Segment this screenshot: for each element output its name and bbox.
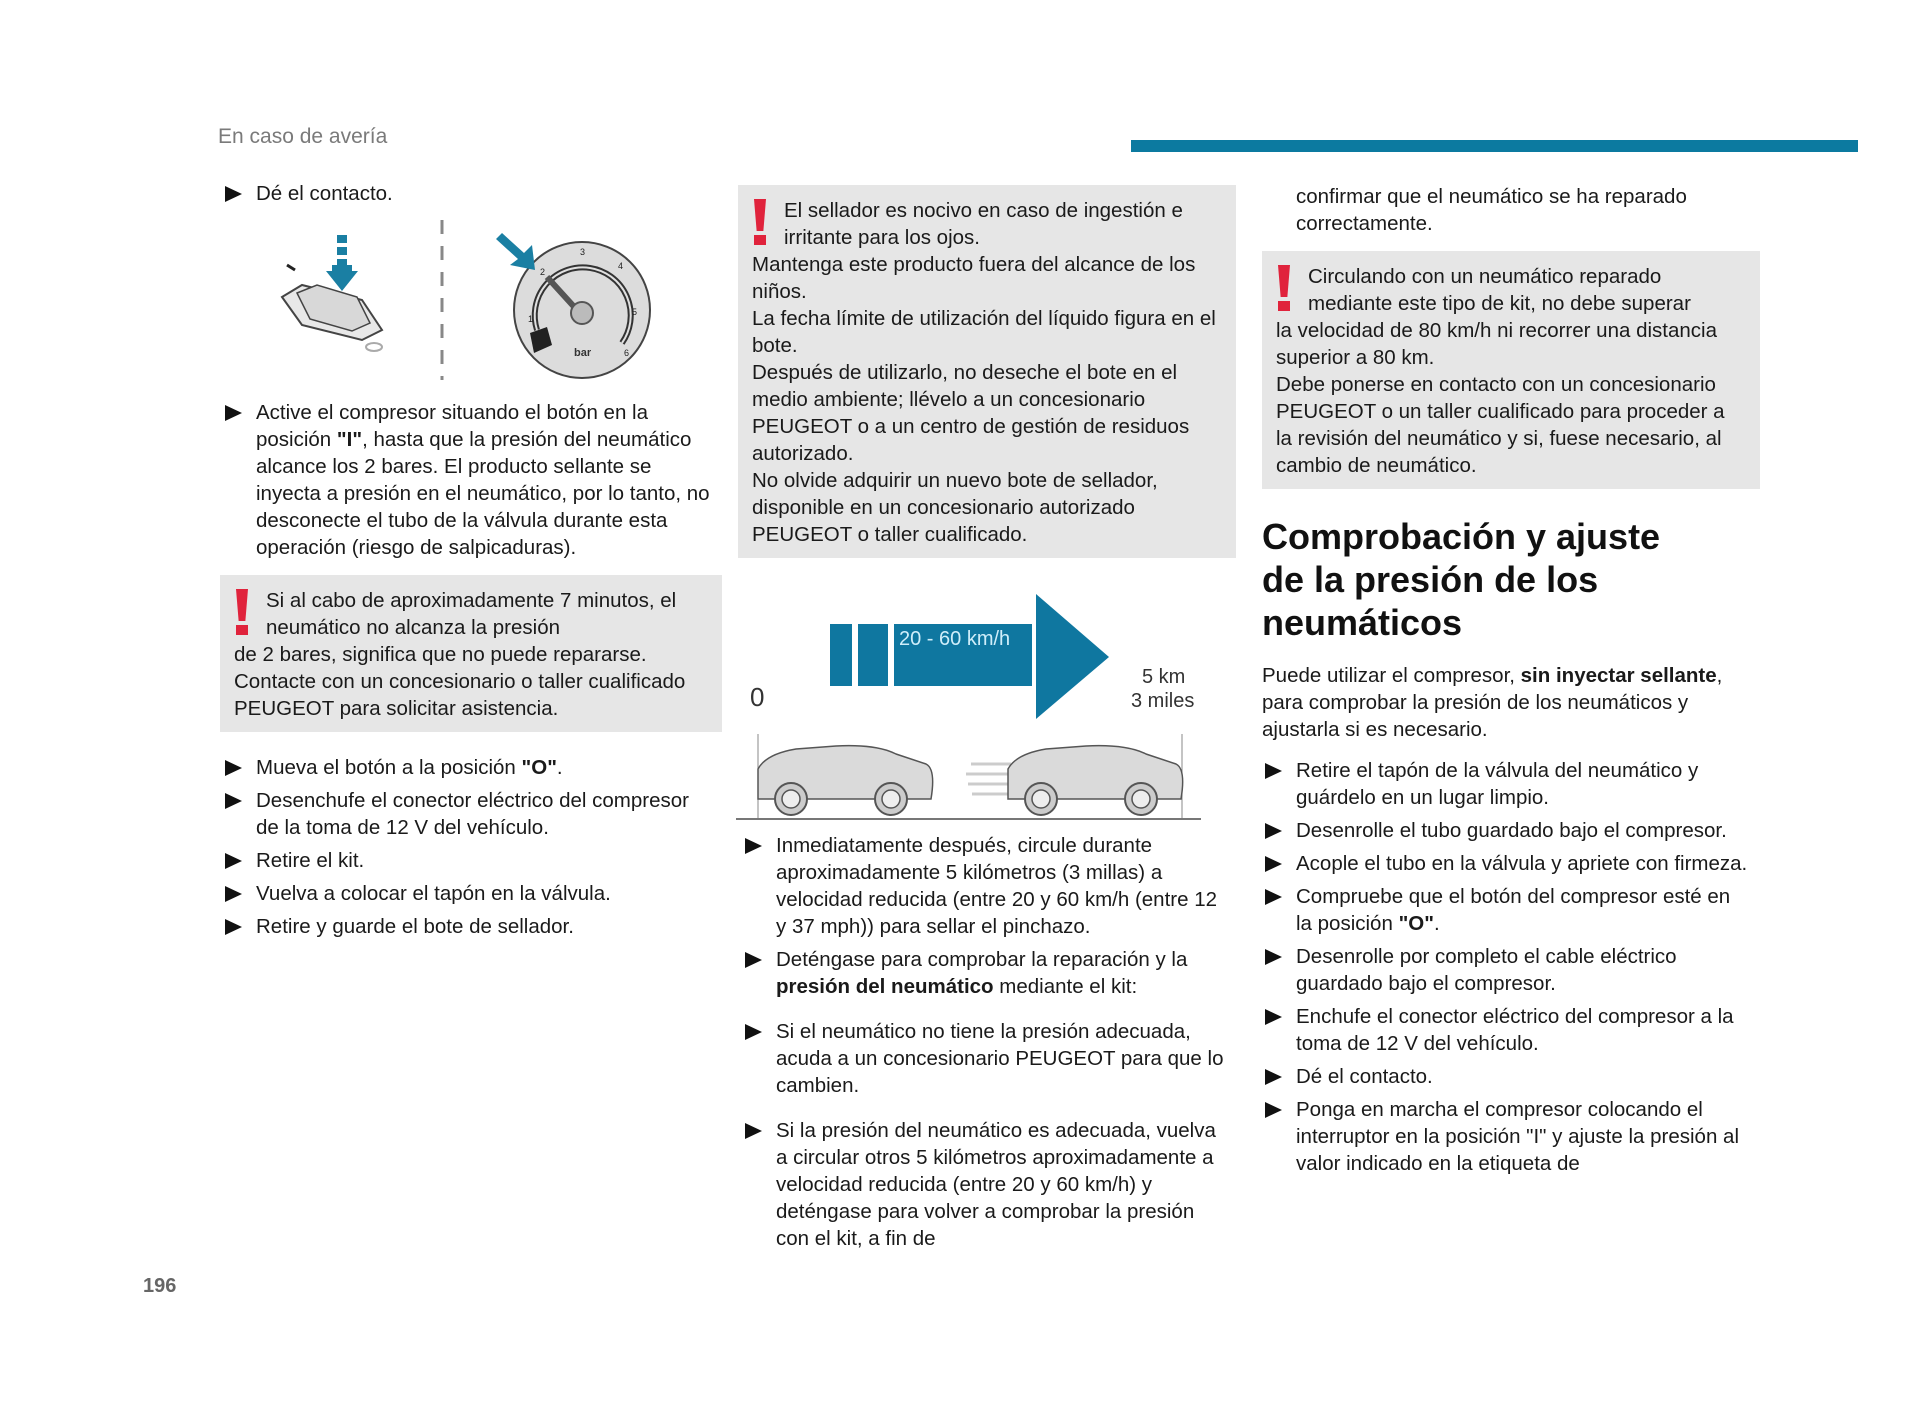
step-replace-cap: Vuelva a colocar el tapón en la válvula. bbox=[222, 880, 712, 907]
warning-box-speed-limit: Circulando con un neumático reparado mediante este tipo de kit, no debe superar la velocidad de 80 km/h ni recorrer una distancia superior a 80 km. Debe ponerse en contacto con un concesionario PEUGEOT o un taller cualificado para proceder a la revisión del neumático y si, fuese necesario, al cambio de neumático. bbox=[1262, 251, 1760, 489]
svg-text:6: 6 bbox=[624, 348, 630, 358]
driving-distance-figure bbox=[736, 584, 1216, 824]
rocker-switch-icon bbox=[282, 235, 382, 351]
step-drive-5km: Inmediatamente después, circule durante aproximadamente 5 kilómetros (3 millas) a velocidad reducida (entre 20 y 60 km/h (entre 12 y 37 mph)) para sellar el pinchazo. bbox=[742, 832, 1228, 940]
step-unplug: Desenchufe el conector eléctrico del compresor de la toma de 12 V del vehículo. bbox=[222, 787, 712, 841]
bullet-arrow-icon bbox=[1265, 1009, 1282, 1025]
step-switch-off: Mueva el botón a la posición "O". bbox=[222, 754, 712, 781]
step-plug-in: Enchufe el conector eléctrico del compresor a la toma de 12 V del vehículo. bbox=[1262, 1003, 1750, 1057]
bullet-arrow-icon bbox=[225, 760, 242, 776]
step-ignition-2: Dé el contacto. bbox=[1262, 1063, 1750, 1090]
step-adequate-pressure: Si la presión del neumático es adecuada, vuelva a circular otros 5 kilómetros aproximadamente a velocidad reducida (entre 20 y 60 km/h) y deténgase para volver a comprobar la presión con el kit, a fin de bbox=[742, 1117, 1228, 1252]
svg-text:bar: bar bbox=[574, 347, 592, 359]
bullet-arrow-icon bbox=[1265, 1069, 1282, 1085]
bullet-arrow-icon bbox=[1265, 763, 1282, 779]
column-3 bbox=[1262, 183, 1750, 1183]
column-2 bbox=[742, 185, 1228, 1258]
svg-text:1: 1 bbox=[528, 314, 534, 324]
car-start-icon bbox=[758, 746, 933, 815]
svg-text:3: 3 bbox=[580, 247, 586, 257]
section-title: En caso de avería bbox=[218, 125, 388, 148]
speed-arrow-icon bbox=[830, 594, 1109, 719]
step-check-pressure: Deténgase para comprobar la reparación y la presión del neumático mediante el kit: bbox=[742, 946, 1228, 1000]
step-unroll-tube: Desenrolle el tubo guardado bajo el compresor. bbox=[1262, 817, 1750, 844]
step-activate-compressor: Active el compresor situando el botón en la posición "I", hasta que la presión del neumático alcance los 2 bares. El producto sellante se inyecta a presión en el neumático, por lo tanto, no desconecte el tubo de la válvula durante esta operación (riesgo de salpicaduras). bbox=[222, 399, 712, 561]
step-store-sealant: Retire y guarde el bote de sellador. bbox=[222, 913, 712, 940]
start-label: 0 bbox=[750, 682, 765, 712]
step-check-switch-off: Compruebe que el botón del compresor esté en la posición "O". bbox=[1262, 883, 1750, 937]
bullet-arrow-icon bbox=[225, 186, 242, 202]
step-remove-valve-cap: Retire el tapón de la válvula del neumático y guárdelo en un lugar limpio. bbox=[1262, 757, 1750, 811]
continuation-text: confirmar que el neumático se ha reparado correctamente. bbox=[1296, 185, 1687, 235]
car-end-icon bbox=[1008, 746, 1183, 815]
distance-miles-label: 3 miles bbox=[1131, 690, 1195, 712]
page-number: 196 bbox=[143, 1275, 177, 1297]
bullet-arrow-icon bbox=[1265, 823, 1282, 839]
bullet-arrow-icon bbox=[225, 919, 242, 935]
bullet-arrow-icon bbox=[745, 952, 762, 968]
pressure-gauge-icon bbox=[496, 233, 650, 378]
step-unroll-cable: Desenrolle por completo el cable eléctrico guardado bajo el compresor. bbox=[1262, 943, 1750, 997]
bullet-arrow-icon bbox=[1265, 949, 1282, 965]
step-remove-kit: Retire el kit. bbox=[222, 847, 712, 874]
svg-text:4: 4 bbox=[618, 261, 624, 271]
section-accent-bar bbox=[1131, 140, 1858, 152]
speed-label: 20 - 60 km/h bbox=[899, 628, 1011, 650]
svg-text:5: 5 bbox=[632, 307, 638, 317]
distance-km-label: 5 km bbox=[1142, 666, 1186, 688]
bullet-arrow-icon bbox=[225, 405, 242, 421]
step-attach-tube: Acople el tubo en la válvula y apriete con firmeza. bbox=[1262, 850, 1750, 877]
bullet-arrow-icon bbox=[1265, 856, 1282, 872]
warning-exclamation-icon bbox=[234, 589, 250, 637]
svg-text:2: 2 bbox=[540, 267, 546, 277]
motion-blur-lines bbox=[966, 764, 1011, 794]
bullet-arrow-icon bbox=[1265, 1102, 1282, 1118]
column-1 bbox=[222, 180, 712, 946]
intro-paragraph: Puede utilizar el compresor, sin inyectar sellante, para comprobar la presión de los neumáticos y ajustarla si es necesario. bbox=[1262, 664, 1723, 741]
bullet-arrow-icon bbox=[745, 1024, 762, 1040]
step-inadequate-pressure: Si el neumático no tiene la presión adecuada, acuda a un concesionario PEUGEOT para que lo cambien. bbox=[742, 1018, 1228, 1099]
step-ignition: Dé el contacto. bbox=[222, 180, 712, 207]
warning-exclamation-icon bbox=[1276, 265, 1292, 313]
warning-exclamation-icon bbox=[752, 199, 768, 247]
bullet-arrow-icon bbox=[225, 886, 242, 902]
warning-box-pressure-timeout: Si al cabo de aproximadamente 7 minutos, el neumático no alcanza la presión de 2 bares, significa que no puede repararse. Contacte con un concesionario o taller cualificado PEUGEOT para solicitar asistencia. bbox=[220, 575, 722, 732]
bullet-arrow-icon bbox=[225, 853, 242, 869]
step-start-compressor: Ponga en marcha el compresor colocando el interruptor en la posición "I" y ajuste la presión al valor indicado en la etiqueta de bbox=[1262, 1096, 1750, 1177]
bullet-arrow-icon bbox=[745, 838, 762, 854]
compressor-switch-gauge-figure bbox=[262, 215, 662, 385]
bullet-arrow-icon bbox=[745, 1123, 762, 1139]
warning-box-sealant-hazard: El sellador es nocivo en caso de ingestión e irritante para los ojos. Mantenga este producto fuera del alcance de los niños. La fecha límite de utilización del líquido figura en el bote. Después de utilizarlo, no deseche el bote en el medio ambiente; llévelo a un concesionario PEUGEOT o a un centro de gestión de residuos autorizado. No olvide adquirir un nuevo bote de sellador, disponible en un concesionario autorizado PEUGEOT o taller cualificado. bbox=[738, 185, 1236, 558]
bullet-arrow-icon bbox=[225, 793, 242, 809]
section-heading: Comprobación y ajuste de la presión de los neumáticos bbox=[1262, 516, 1661, 643]
bullet-arrow-icon bbox=[1265, 889, 1282, 905]
